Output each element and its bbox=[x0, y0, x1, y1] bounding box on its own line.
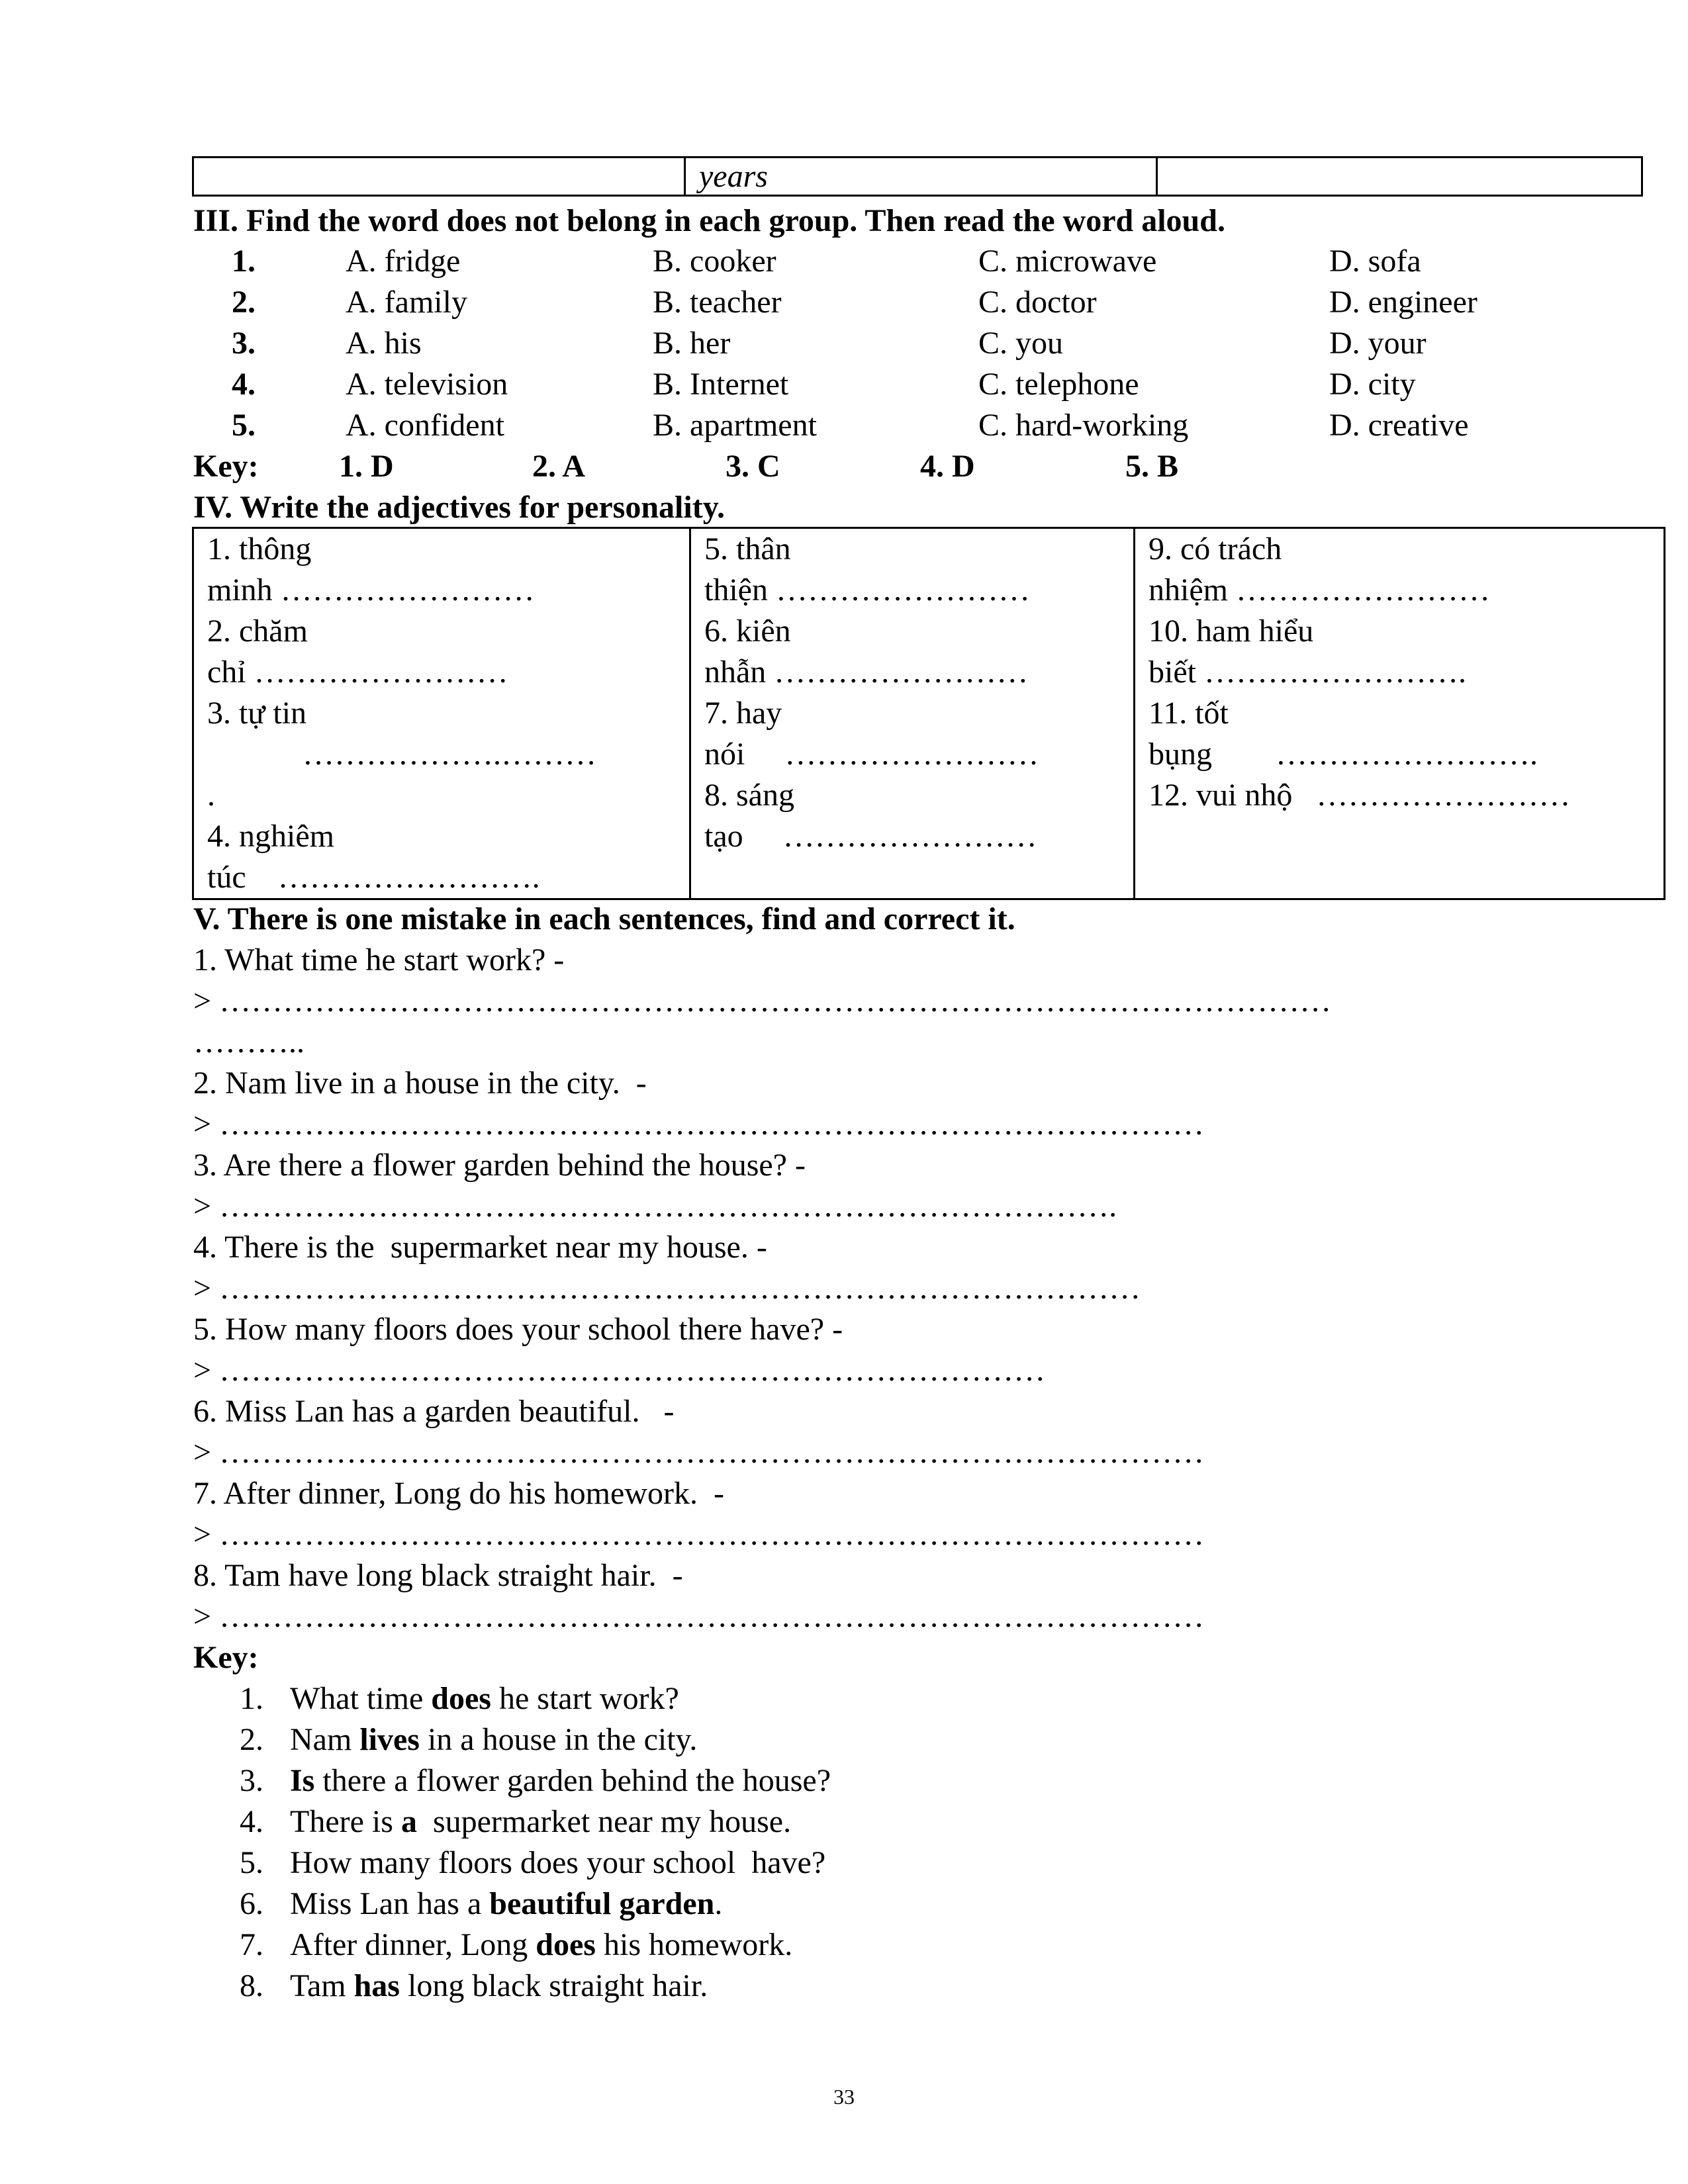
answer-number: 1. bbox=[240, 1681, 263, 1716]
sentence-line: 7. After dinner, Long do his homework. - bbox=[193, 1476, 724, 1511]
option-d: D. sofa bbox=[1329, 244, 1421, 279]
answer-text-pre: Miss Lan has a bbox=[290, 1886, 490, 1921]
key-answer: 3. C bbox=[726, 449, 780, 484]
adjective-item: chỉ …………………… bbox=[207, 655, 508, 690]
option-a: A. family bbox=[346, 285, 467, 320]
answer-dots: > …………………………………………………………………………………………… bbox=[193, 983, 1332, 1019]
key-label: Key: bbox=[193, 449, 259, 484]
top-table-cell-1 bbox=[193, 158, 685, 196]
option-d: D. creative bbox=[1329, 408, 1469, 443]
adjective-item: túc ……………………. bbox=[207, 860, 540, 895]
adjective-item: nói …………………… bbox=[704, 737, 1039, 772]
answer-correction: has bbox=[353, 1968, 400, 2003]
top-table-cell-3 bbox=[1157, 158, 1642, 196]
sentence-line: 3. Are there a flower garden behind the house? - bbox=[193, 1148, 806, 1183]
answer-dots: > …………………………………………………………………………. bbox=[193, 1189, 1117, 1224]
answer-text-post: . bbox=[714, 1886, 723, 1921]
answer-text-pre: How many floors does your school have? bbox=[290, 1845, 826, 1880]
answer-dots: > ………………………………………………………………………………… bbox=[193, 1517, 1205, 1552]
answer-text bbox=[290, 1966, 708, 2007]
sentence-line: 2. Nam live in a house in the city. - bbox=[193, 1066, 647, 1101]
answer-text bbox=[290, 1719, 697, 1760]
answer-text-post: in a house in the city. bbox=[419, 1722, 698, 1757]
key-answer: 5. B bbox=[1125, 449, 1179, 484]
adjectives-column-1 bbox=[193, 528, 690, 899]
answer-text-pre: Nam bbox=[290, 1722, 360, 1757]
adjective-item: thiện …………………… bbox=[704, 572, 1030, 608]
answer-text bbox=[290, 1801, 791, 1843]
top-table bbox=[192, 156, 1643, 197]
adjective-item: 10. ham hiểu bbox=[1149, 614, 1314, 649]
section5-key-label: Key: bbox=[193, 1640, 259, 1675]
adjective-item: 6. kiên bbox=[704, 614, 791, 649]
answer-text-pre: There is bbox=[290, 1804, 401, 1839]
answer-correction: Is bbox=[290, 1763, 315, 1798]
answer-number: 2. bbox=[240, 1722, 263, 1757]
adjective-item: bụng ……………………. bbox=[1149, 737, 1538, 772]
sentence-line: 4. There is the supermarket near my house. - bbox=[193, 1230, 767, 1265]
option-a: A. his bbox=[346, 326, 422, 361]
answer-text bbox=[290, 1678, 679, 1719]
question-number: 2. bbox=[232, 285, 256, 320]
answer-number: 4. bbox=[240, 1804, 263, 1839]
adjective-item: 4. nghiêm bbox=[207, 819, 334, 854]
answer-dots: ……….. bbox=[193, 1024, 305, 1060]
adjective-item: 11. tốt bbox=[1149, 696, 1229, 731]
answer-correction: beautiful garden bbox=[489, 1886, 715, 1921]
answer-text-post: long black straight hair. bbox=[399, 1968, 708, 2003]
answer-text-pre: Tam bbox=[290, 1968, 354, 2003]
adjective-item: minh …………………… bbox=[207, 572, 535, 608]
option-b: B. teacher bbox=[653, 285, 782, 320]
answer-correction: does bbox=[536, 1927, 596, 1962]
adjective-item: . bbox=[207, 778, 215, 813]
answer-number: 8. bbox=[240, 1968, 263, 2003]
answer-text bbox=[290, 1884, 722, 1925]
answer-correction: does bbox=[431, 1681, 491, 1716]
key-answer: 4. D bbox=[920, 449, 975, 484]
adjective-item: tạo …………………… bbox=[704, 819, 1037, 854]
option-c: C. doctor bbox=[978, 285, 1097, 320]
adjectives-column-3 bbox=[1135, 528, 1665, 899]
answer-text-pre: After dinner, Long bbox=[290, 1927, 536, 1962]
adjective-item: 3. tự tin bbox=[207, 696, 307, 731]
adjective-item: 7. hay bbox=[704, 696, 782, 731]
option-c: C. hard-working bbox=[978, 408, 1189, 443]
answer-dots: > ………………………………………………………………………………… bbox=[193, 1599, 1205, 1634]
adjective-item: 1. thông bbox=[207, 531, 312, 567]
question-number: 4. bbox=[232, 367, 256, 402]
question-number: 3. bbox=[232, 326, 256, 361]
section4-title: IV. Write the adjectives for personality. bbox=[193, 490, 726, 525]
adjective-item: nhẫn …………………… bbox=[704, 655, 1029, 690]
section5-title: V. There is one mistake in each sentences, find and correct it. bbox=[193, 901, 1015, 936]
adjective-item: nhiệm …………………… bbox=[1149, 572, 1490, 608]
page-number: 33 bbox=[833, 2085, 855, 2109]
option-d: D. engineer bbox=[1329, 285, 1477, 320]
option-a: A. fridge bbox=[346, 244, 461, 279]
top-table-cell-2: years bbox=[685, 158, 1157, 196]
adjective-item: 9. có trách bbox=[1149, 531, 1282, 567]
answer-correction: a bbox=[400, 1804, 417, 1839]
answer-correction: lives bbox=[359, 1722, 420, 1757]
option-b: B. Internet bbox=[653, 367, 789, 402]
section3-title: III. Find the word does not belong in each group. Then read the word aloud. bbox=[193, 203, 1225, 238]
answer-number: 7. bbox=[240, 1927, 263, 1962]
answer-text-post: supermarket near my house. bbox=[416, 1804, 792, 1839]
sentence-line: 6. Miss Lan has a garden beautiful. - bbox=[193, 1394, 675, 1429]
key-answer: 1. D bbox=[339, 449, 394, 484]
adjective-item: 5. thân bbox=[704, 531, 791, 567]
option-b: B. her bbox=[653, 326, 731, 361]
answer-dots: > …………………………………………………………………………… bbox=[193, 1271, 1141, 1306]
adjective-item: 12. vui nhộ …………………… bbox=[1149, 778, 1571, 813]
option-c: C. microwave bbox=[978, 244, 1157, 279]
answer-number: 3. bbox=[240, 1763, 263, 1798]
question-number: 5. bbox=[232, 408, 256, 443]
adjectives-table bbox=[192, 527, 1665, 900]
answer-number: 6. bbox=[240, 1886, 263, 1921]
sentence-line: 8. Tam have long black straight hair. - bbox=[193, 1558, 683, 1593]
option-c: C. you bbox=[978, 326, 1064, 361]
answer-dots: > ………………………………………………………………………………… bbox=[193, 1435, 1205, 1470]
answer-dots: > ………………………………………………………………………………… bbox=[193, 1107, 1205, 1142]
sentence-line: 1. What time he start work? - bbox=[193, 942, 565, 978]
option-a: A. television bbox=[346, 367, 508, 402]
adjective-item: ……………….……… bbox=[207, 737, 596, 772]
answer-text bbox=[290, 1760, 831, 1801]
key-answer: 2. A bbox=[532, 449, 586, 484]
adjective-item: 2. chăm bbox=[207, 614, 308, 649]
sentence-line: 5. How many floors does your school there have? - bbox=[193, 1312, 843, 1347]
adjectives-column-2 bbox=[690, 528, 1135, 899]
option-a: A. confident bbox=[346, 408, 504, 443]
option-d: D. city bbox=[1329, 367, 1416, 402]
adjective-item: 8. sáng bbox=[704, 778, 794, 813]
answer-text-post: he start work? bbox=[491, 1681, 679, 1716]
option-b: B. cooker bbox=[653, 244, 776, 279]
adjective-item: biết ……………………. bbox=[1149, 655, 1466, 690]
option-d: D. your bbox=[1329, 326, 1427, 361]
answer-text bbox=[290, 1843, 825, 1884]
answer-text-post: his homework. bbox=[595, 1927, 793, 1962]
option-c: C. telephone bbox=[978, 367, 1139, 402]
answer-number: 5. bbox=[240, 1845, 263, 1880]
question-number: 1. bbox=[232, 244, 256, 279]
answer-text-pre: What time bbox=[290, 1681, 432, 1716]
answer-text-post: there a flower garden behind the house? bbox=[314, 1763, 831, 1798]
option-b: B. apartment bbox=[653, 408, 817, 443]
answer-dots: > …………………………………………………………………… bbox=[193, 1353, 1046, 1388]
answer-text bbox=[290, 1925, 792, 1966]
